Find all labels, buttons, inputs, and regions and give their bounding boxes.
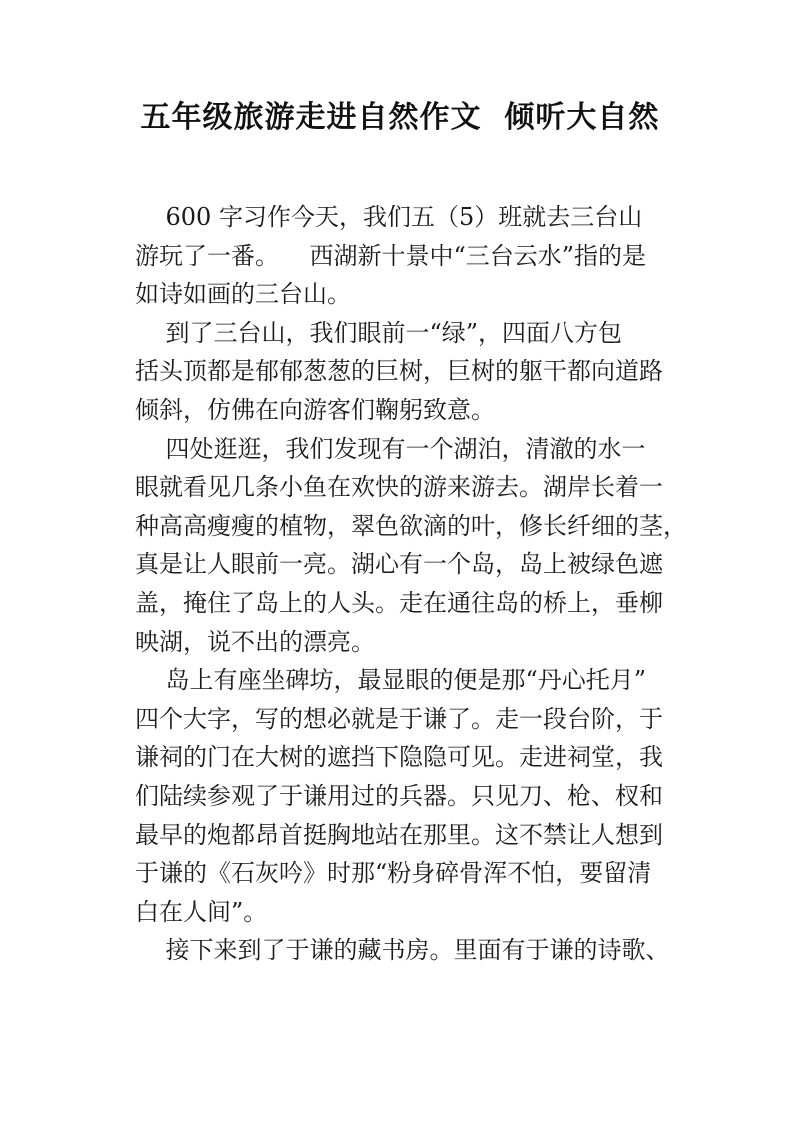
text-line: 接下来到了于谦的藏书房。里面有于谦的诗歌、 <box>135 936 670 965</box>
text-line: 岛上有座坐碑坊，最显眼的便是那“丹心托月” <box>135 666 647 695</box>
paragraph-4 <box>135 661 675 931</box>
paragraph-5 <box>135 931 675 970</box>
text-line: 于谦的《石灰吟》时那“粉身碎骨浑不怕，要留清 <box>135 859 652 888</box>
text-line: 四处逛逛，我们发现有一个湖泊，清澈的水一 <box>135 434 646 463</box>
text-line: 种高高瘦瘦的植物，翠色欲滴的叶，修长纤细的茎， <box>135 511 687 540</box>
text-line: 游玩了一番。 西湖新十景中“三台云水”指的是 <box>135 241 647 270</box>
text-line: 眼就看见几条小鱼在欢快的游来游去。湖岸长着一 <box>135 473 663 502</box>
text-line: 最早的炮都昂首挺胸地站在那里。这不禁让人想到 <box>135 820 663 849</box>
text-line: 四个大字，写的想必就是于谦了。走一段台阶，于 <box>135 704 663 733</box>
text-line: 倾斜，仿佛在向游客们鞠躬致意。 <box>135 395 495 424</box>
document-title: 五年级旅游走进自然作文 倾听大自然 <box>140 100 660 135</box>
paragraph-3 <box>135 430 687 662</box>
text-line: 到了三台山，我们眼前一“绿”，四面八方包 <box>135 318 623 347</box>
text-line: 盖，掩住了岛上的人头。走在通往岛的桥上，垂柳 <box>135 588 663 617</box>
paragraph-1 <box>135 198 675 314</box>
text-line: 们陆续参观了于谦用过的兵器。只见刀、枪、杈和 <box>135 781 663 810</box>
text-line: 括头顶都是郁郁葱葱的巨树，巨树的躯干都向道路 <box>135 357 663 386</box>
paragraph-2 <box>135 314 675 430</box>
text-line: 真是让人眼前一亮。湖心有一个岛，岛上被绿色遮 <box>135 550 663 579</box>
text-line: 如诗如画的三台山。 <box>135 280 351 309</box>
text-line: 白在人间”。 <box>135 897 268 926</box>
text-line: 谦祠的门在大树的遮挡下隐隐可见。走进祠堂，我 <box>135 743 663 772</box>
text-line: 600 字习作今天，我们五（5）班就去三台山 <box>135 203 643 231</box>
text-line: 映湖，说不出的漂亮。 <box>135 627 375 656</box>
document-body <box>135 198 687 970</box>
